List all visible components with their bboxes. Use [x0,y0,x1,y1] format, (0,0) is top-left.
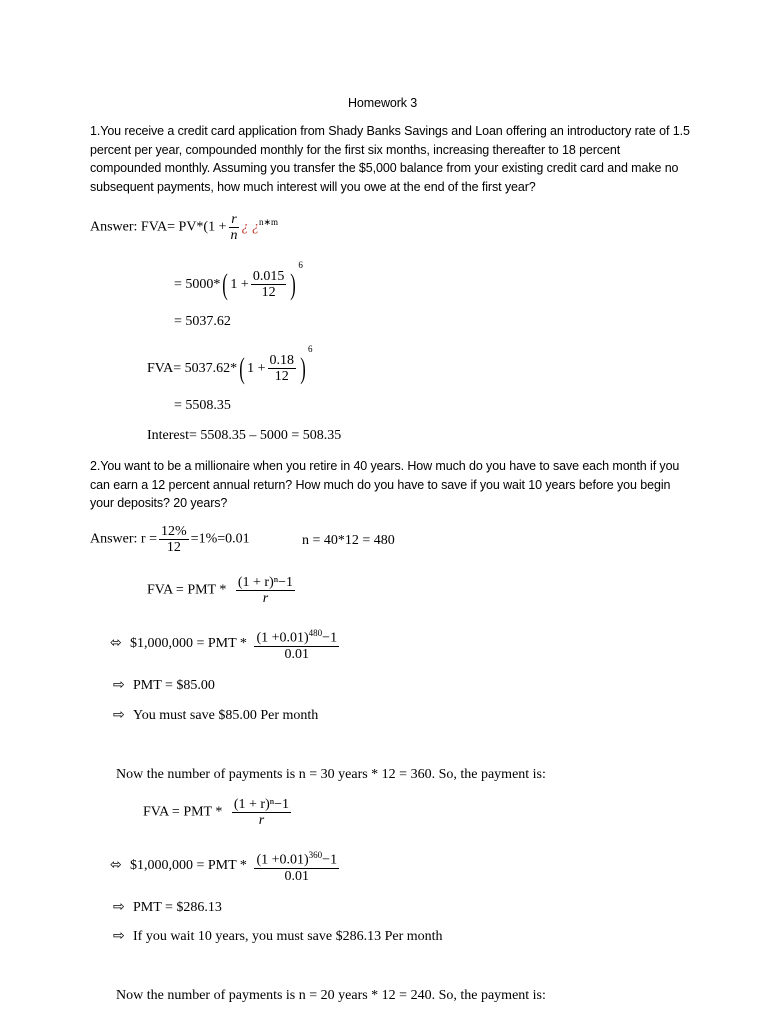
q2-eq2-left: $1,000,000 = PMT * [130,858,247,874]
question-2 [90,457,690,513]
q2-eq1-num-a: (1 +0.01) [256,630,309,646]
question-1 [90,122,690,196]
q1-step-1-left: = 5000* [174,277,221,292]
q1-step-3: FVA= 5037.62*( 1 + $\frac{0.18}{12}$ )$^6$ [147,344,313,385]
document-title: Homework 3 [348,96,418,110]
q2-fva-formula [147,575,297,606]
q1-step-3-num: 0.18 [269,353,295,369]
q2-save-2-text: If you wait 10 years, you must save $286.13 Per month [133,929,443,944]
q1-step-3-one: 1 + [247,361,266,376]
question-2-text: You want to be a millionaire when you retire in 40 years. How much do you have to save each month if you can earn a 12 percent annual return? How much do you have to save if you wait 10 years before you begin your deposits? 20 years? [90,459,680,510]
q2-eq1-den: 0.01 [284,646,309,662]
q2-pmt-1 [113,677,215,694]
q1-step-4: = 5508.35 [174,398,231,413]
question-1-number: 1. [90,124,101,138]
q2-eq2-num-exp: 360 [308,850,323,860]
equivalence-arrow-icon: ⬄ [110,636,122,652]
q2-eq1-left: $1,000,000 = PMT * [130,636,247,652]
question-2-number: 2. [90,459,101,473]
q2-save-1-text: You must save $85.00 Per month [133,708,319,723]
q2-save-2 [113,928,443,945]
q2-r-rest: =1%=0.01 [190,531,250,547]
q2-pmt-2-text: PMT = $286.13 [133,900,222,915]
q2-answer-r [90,524,250,555]
implies-arrow-icon: ⇨ [113,900,125,915]
q1-step-2: = 5037.62 [174,314,231,329]
q2-eq2-den: 0.01 [284,868,309,884]
q1-interest: Interest= 5508.35 – 5000 = 508.35 [147,428,342,443]
q1-step-3-left: FVA= 5037.62* [147,361,238,376]
q1-fraction-num: r [231,212,237,227]
q2-save-1 [113,707,318,724]
q2-pmt-2 [113,899,222,916]
implies-arrow-icon: ⇨ [113,708,125,723]
question-1-text: You receive a credit card application from Shady Banks Savings and Loan offering an introductory rate of 1.5 percent per year, compounded monthly for the first six months, increasing thereafter to 18 percent compounded monthly. Assuming you transfer the $5,000 balance from your existing credit card and make no subsequent payments, how much interest will you owe at the end of the first year? [90,124,690,194]
q1-step-1: = 5000*( 1 + $\frac{0.015}{12}$ )$^6$ [174,260,303,301]
q2-equation-2 [110,848,341,884]
q2-fva2-left: FVA = PMT * [143,804,223,820]
q1-step-1-den: 12 [261,285,276,301]
q1-step-1-fraction [251,269,287,300]
q2-eq1-fraction [254,626,339,662]
q2-eq2-num-a: (1 +0.01) [256,852,309,868]
q2-fva-den: r [262,591,269,606]
q2-pmt-1-text: PMT = $85.00 [133,678,215,693]
q2-eq1-num-exp: 480 [308,628,323,638]
q1-step-3-den: 12 [274,369,289,385]
q2-fva-formula-2 [143,797,293,828]
implies-arrow-icon: ⇨ [113,929,125,944]
q2-fva2-den: r [258,813,265,828]
q2-eq2-num [254,848,339,869]
q2-answer-label: Answer: r = [90,531,157,547]
q2-eq1-num-b: −1 [322,630,338,646]
q2-fva2-fraction [232,797,291,828]
q2-fva-left: FVA = PMT * [147,582,227,598]
q2-now-2: Now the number of payments is n = 20 years * 12 = 240. So, the payment is: [116,988,546,1003]
q2-n-value: n = 40*12 = 480 [302,533,395,548]
q1-step-3-exp: 6 [308,344,313,354]
q2-eq2-num-b: −1 [322,852,338,868]
q1-answer-label: Answer: FVA= PV*(1 + [90,219,227,235]
q1-fraction-r-n [229,212,240,243]
implies-arrow-icon: ⇨ [113,678,125,693]
q2-r-den: 12 [166,540,181,555]
equivalence-arrow-icon: ⬄ [110,858,122,874]
q2-r-num: 12% [161,524,187,539]
q1-formula-red-glyphs: ¿ ¿ [241,219,259,235]
q1-step-3-fraction [268,353,297,384]
q1-fraction-den: n [230,228,238,243]
q2-fva-fraction [236,575,295,606]
q2-eq2-fraction [254,848,339,884]
q2-eq1-num [254,626,339,647]
q2-now-1: Now the number of payments is n = 30 years * 12 = 360. So, the payment is: [116,767,546,782]
q2-r-fraction [159,524,189,555]
q2-equation-1 [110,626,341,662]
q1-step-1-exp: 6 [298,260,303,270]
q2-fva-num: (1 + r)ⁿ−1 [237,575,294,590]
q1-formula-exponent: n∗m [259,217,279,228]
q2-fva2-num: (1 + r)ⁿ−1 [233,797,290,812]
q1-step-1-num: 0.015 [252,269,285,285]
q1-step-1-one: 1 + [230,277,249,292]
q1-answer-formula [90,212,278,243]
